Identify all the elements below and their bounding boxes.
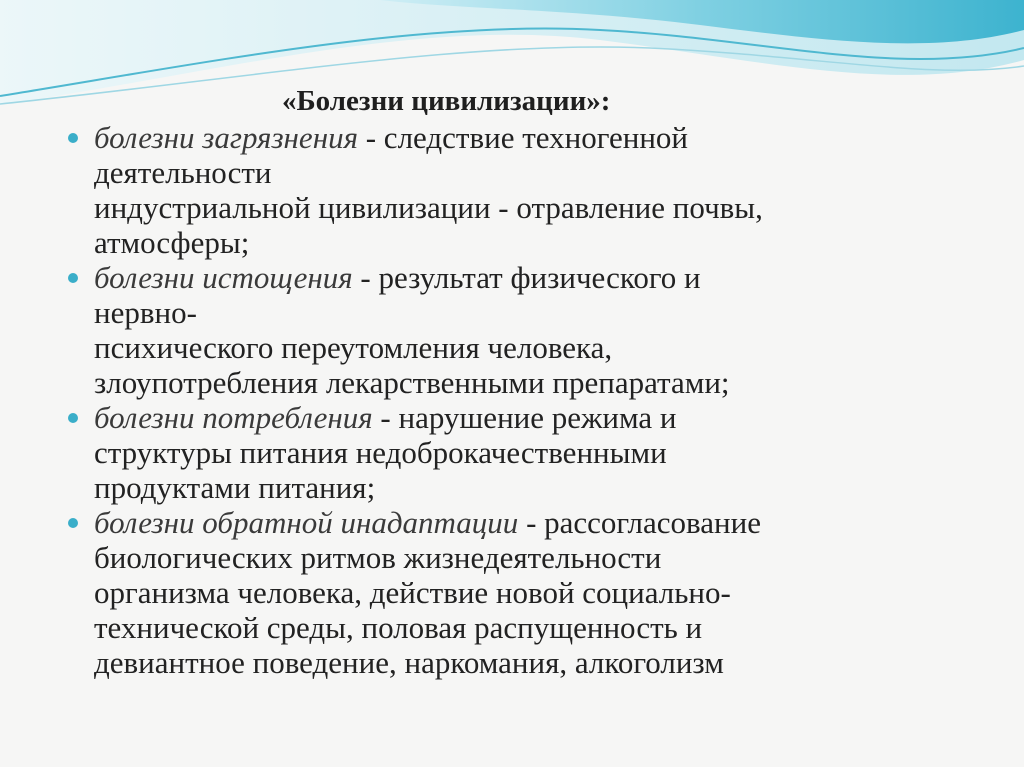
- item-term: болезни потребления: [94, 400, 373, 435]
- slide-title: «Болезни цивилизации»:: [282, 85, 611, 117]
- bullet-list: [62, 120, 992, 680]
- list-item: [62, 120, 992, 260]
- item-text: атмосферы;: [94, 225, 250, 260]
- item-text: - рассогласование: [518, 505, 761, 540]
- slide-content: [62, 82, 992, 680]
- item-text: психического переутомления человека,: [94, 330, 613, 365]
- bullet-icon: [68, 133, 78, 143]
- item-text: - нарушение режима и: [372, 400, 677, 435]
- item-text: девиантное поведение, наркомания, алкоголизм: [94, 645, 724, 680]
- bullet-icon: [68, 273, 78, 283]
- list-item: [62, 260, 992, 400]
- item-text: - следствие техногенной: [357, 120, 689, 155]
- list-item: [62, 505, 992, 680]
- item-text: биологических ритмов жизнедеятельности: [94, 540, 662, 575]
- bullet-icon: [68, 518, 78, 528]
- item-text: структуры питания недоброкачественными: [94, 435, 667, 470]
- item-term: болезни истощения: [94, 260, 353, 295]
- item-text: организма человека, действие новой социально-: [94, 575, 731, 610]
- item-text: индустриальной цивилизации - отравление почвы,: [94, 190, 763, 225]
- item-text: продуктами питания;: [94, 470, 376, 505]
- item-term: болезни обратной инадаптации: [94, 505, 519, 540]
- list-item: [62, 400, 992, 505]
- item-text: деятельности: [94, 155, 272, 190]
- item-text: - результат физического и: [352, 260, 701, 295]
- item-term: болезни загрязнения: [94, 120, 358, 155]
- item-text: злоупотребления лекарственными препаратами;: [94, 365, 730, 400]
- item-text: технической среды, половая распущенность и: [94, 610, 703, 645]
- bullet-icon: [68, 413, 78, 423]
- item-text: нервно-: [94, 295, 197, 330]
